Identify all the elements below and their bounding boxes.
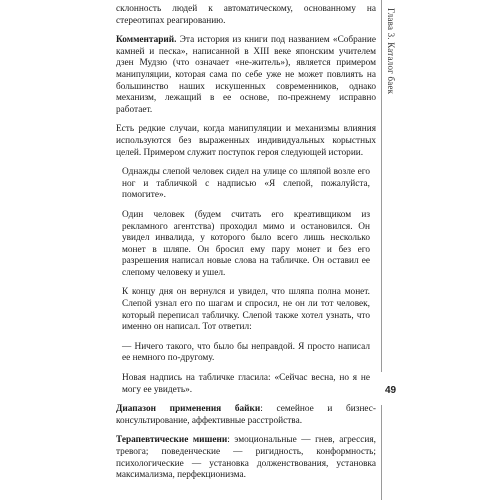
story-block <box>116 167 376 396</box>
story-paragraph-1: Однажды слепой человек сидел на улице со шляпой возле его ног и табличкой с надписью «Я слепой, пожалуйста, помогите». <box>122 167 370 201</box>
running-head: Глава 3. Каталог баек <box>386 8 396 95</box>
paragraph-scope <box>116 404 376 427</box>
story-paragraph-4: — Ничего такого, что было бы неправдой. Я просто написал ее немного по-другому. <box>122 341 370 364</box>
paragraph-targets <box>116 435 376 481</box>
commentary-label: Комментарий. <box>116 35 177 46</box>
story-paragraph-3: К концу дня он вернулся и увидел, что шляпа полна монет. Слепой узнал его по шагам и спросил, не он ли тот человек, который переписал табличку. Слепой также хотел узнать, что именно он написал. Тот ответил: <box>122 287 370 333</box>
commentary-text: Эта история из книги под названием «Собрание камней и песка», написанной в XIII веке японским учителем дзен Мудзю (что означает «не-житель»), является примером манипуляции, которая сама по себе уже не может повлиять на большинство наших искушенных современников, однако механизм, лежащий в ее основе, по-прежнему исправно работает. <box>116 35 376 115</box>
story-paragraph-5: Новая надпись на табличке гласила: «Сейчас весна, но я не могу ее увидеть». <box>122 373 370 395</box>
page-number: 49 <box>385 385 397 396</box>
targets-text: : эмоциональные — гнев, агрессия, тревога; поведенческие — ригидность, конформность; психологические — установка долженствования, установка максимализма, перфекционизма. <box>116 435 376 481</box>
story-paragraph-2: Один человек (будем считать его креативщиком из рекламного агентства) проходил мимо и остановился. Он увидел инвалида, у которого было всего лишь несколько монет в шляпе. Он бросил ему пару монет и без его разрешения написал новые слова на табличке. Он оставил ее слепому человеку и ушел. <box>122 209 370 278</box>
scope-label: Диапазон применения байки <box>116 404 261 415</box>
targets-label: Терапевтические мишени <box>116 435 228 446</box>
scope-text: : семейное и бизнес-консультирование, аффективные расстройства. <box>116 404 376 426</box>
paragraph-commentary <box>116 35 376 116</box>
paragraph-3: Есть редкие случаи, когда манипуляции и механизмы влияния используются без выраженных индивидуальных корыстных целей. Примером служит поступок героя следующей истории. <box>116 124 376 158</box>
margin-rule-top <box>381 0 382 372</box>
paragraph-1: склонность людей к автоматическому, основанному на стереотипах реагированию. <box>116 4 376 26</box>
page-body <box>116 4 376 490</box>
margin-rule-bottom <box>381 405 382 500</box>
